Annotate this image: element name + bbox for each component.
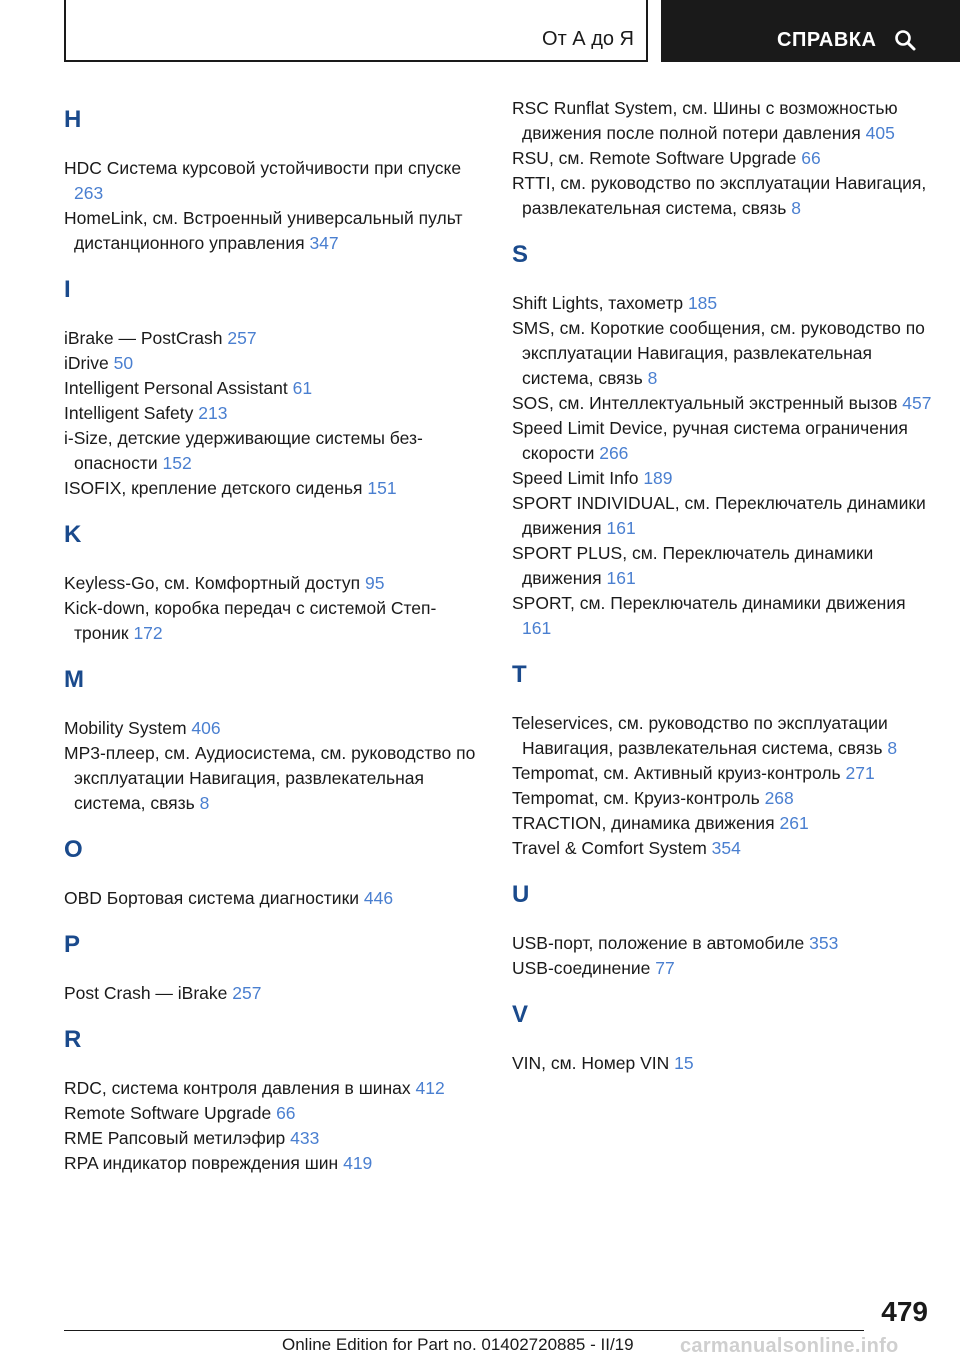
page-reference-link[interactable]: 152 [162, 453, 192, 473]
page-reference-link[interactable]: 161 [522, 618, 552, 638]
page-reference-link[interactable]: 266 [599, 443, 629, 463]
section-letter: U [512, 881, 530, 908]
index-entry [64, 1126, 484, 1151]
index-entry-text: i-Size, детские удерживающие системы безопасности [64, 428, 423, 473]
page-reference-link[interactable]: 8 [791, 198, 801, 218]
index-entry [512, 591, 932, 641]
index-entry-text: USB-соединение [512, 958, 656, 978]
index-entry [512, 956, 932, 981]
index-column-left [64, 96, 484, 1196]
index-entry-text: RSC Runflat System, см. Шины с возможностью движения после полной потери давления [512, 98, 898, 143]
page-reference-link[interactable]: 66 [276, 1103, 296, 1123]
index-entry-text: iBrake — PostCrash [64, 328, 228, 348]
page-reference-link[interactable]: 8 [647, 368, 658, 388]
index-entry-text: Intelligent Safety [64, 403, 199, 423]
index-section [64, 276, 484, 501]
index-entry-text: Remote Software Upgrade [64, 1103, 277, 1123]
index-section [512, 661, 932, 861]
page-reference-link[interactable]: 354 [711, 838, 741, 858]
index-entry-text: SPORT, см. Переключатель динамики движения [512, 593, 906, 613]
search-icon[interactable] [893, 28, 917, 52]
page-reference-link[interactable]: 95 [365, 573, 385, 593]
page-reference-link[interactable]: 257 [227, 328, 257, 348]
page-reference-link[interactable]: 406 [191, 718, 221, 738]
section-letter: P [64, 931, 81, 958]
index-entry [512, 316, 932, 391]
index-entry-text: USB-порт, положение в автомобиле [512, 933, 810, 953]
index-entry [512, 491, 932, 541]
section-letter: K [64, 521, 82, 548]
page-reference-link[interactable]: 268 [764, 788, 794, 808]
index-entry [64, 1101, 484, 1126]
index-entry [512, 391, 932, 416]
index-entry-text: RTTI, см. руководство по эксплуатации Навигация, развлекательная система, связь [512, 173, 927, 218]
section-letter: O [64, 836, 83, 863]
index-entry [512, 761, 932, 786]
footer-divider [64, 1330, 864, 1331]
page-reference-link[interactable]: 419 [343, 1153, 373, 1173]
index-entry-text: RDC, система контроля давления в шинах [64, 1078, 416, 1098]
index-entry-text: TRACTION, динамика движения [512, 813, 780, 833]
index-entry [512, 541, 932, 591]
index-entry-text: Post Crash — iBrake [64, 983, 233, 1003]
index-entry [512, 931, 932, 956]
page-reference-link[interactable]: 263 [74, 183, 104, 203]
page-reference-link[interactable]: 8 [887, 738, 898, 758]
page-reference-link[interactable]: 66 [801, 148, 821, 168]
page-reference-link[interactable]: 412 [415, 1078, 445, 1098]
index-entry-text: Shift Lights, тахометр [512, 293, 688, 313]
section-letter: H [64, 106, 82, 133]
page-reference-link[interactable]: 77 [655, 958, 675, 978]
index-entry [64, 1076, 484, 1101]
page-reference-link[interactable]: 347 [309, 233, 339, 253]
index-entry [64, 326, 484, 351]
page-reference-link[interactable]: 271 [845, 763, 875, 783]
index-section [512, 96, 932, 221]
section-letter: S [512, 241, 529, 268]
page-reference-link[interactable]: 261 [779, 813, 809, 833]
page-reference-link[interactable]: 15 [674, 1053, 694, 1073]
index-entry [64, 716, 484, 741]
index-entry [64, 1151, 484, 1176]
page-number: 479 [881, 1296, 928, 1327]
index-entry [512, 836, 932, 861]
index-entry [512, 786, 932, 811]
index-entry-text: SMS, см. Короткие сообщения, см. руководство по эксплуатации Навигация, развлекательная система, связь [512, 318, 925, 388]
index-entry [64, 401, 484, 426]
index-entry [64, 476, 484, 501]
tab-help-label: СПРАВКА [777, 29, 877, 51]
page-reference-link[interactable]: 161 [606, 518, 636, 538]
page-reference-link[interactable]: 457 [902, 393, 932, 413]
index-entry [512, 711, 932, 761]
page-reference-link[interactable]: 161 [606, 568, 636, 588]
index-entry-text: VIN, см. Номер VIN [512, 1053, 675, 1073]
page-reference-link[interactable]: 172 [133, 623, 163, 643]
index-entry-text: SPORT PLUS, см. Переключатель динамики движения [512, 543, 874, 588]
tab-a-to-z[interactable] [64, 0, 648, 62]
page-reference-link[interactable]: 189 [643, 468, 673, 488]
footer-edition-text: Online Edition for Part no. 01402720885 - II/19 [282, 1335, 634, 1354]
index-entry-text: ISOFIX, крепление детского сиденья [64, 478, 368, 498]
index-section [512, 241, 932, 641]
index-entry-text: RME Рапсовый метилэфир [64, 1128, 291, 1148]
index-entry-text: HomeLink, см. Встроенный универсальный пульт дистанционного управления [64, 208, 463, 253]
index-entry-text: Speed Limit Info [512, 468, 644, 488]
section-letter: T [512, 661, 527, 688]
index-section [512, 1001, 932, 1076]
index-entry [64, 886, 484, 911]
tab-a-to-z-label: От А до Я [542, 28, 634, 50]
index-entry [512, 1051, 932, 1076]
page-reference-link[interactable]: 433 [290, 1128, 320, 1148]
index-entry [512, 466, 932, 491]
index-entry-text: Mobility System [64, 718, 192, 738]
index-entry-text: RPA индикатор повреждения шин [64, 1153, 344, 1173]
index-entry-text: OBD Бортовая система диагностики [64, 888, 364, 908]
index-entry [512, 811, 932, 836]
page-reference-link[interactable]: 151 [367, 478, 397, 498]
index-entry [64, 376, 484, 401]
index-entry-text: Teleservices, см. руководство по эксплуатации Навигация, развлекательная система, связь [512, 713, 888, 758]
watermark-logo: carmanualsonline.info [680, 1335, 899, 1357]
index-entry [64, 741, 484, 816]
page-reference-link[interactable]: 405 [865, 123, 895, 143]
index-section [64, 1026, 484, 1176]
page-reference-link[interactable]: 185 [687, 293, 718, 313]
page-reference-link[interactable]: 353 [809, 933, 839, 953]
index-entry-text: Speed Limit Device, ручная система ограничения скорости [512, 418, 908, 463]
index-entry [512, 146, 932, 171]
index-entry-text: Intelligent Personal Assistant [64, 378, 293, 398]
index-entry [512, 291, 932, 316]
index-entry [64, 571, 484, 596]
tab-help[interactable] [661, 0, 960, 62]
index-entry-text: SOS, см. Интеллектуальный экстренный вызов [512, 393, 903, 413]
index-entry [64, 351, 484, 376]
section-letter: V [512, 1001, 529, 1028]
index-entry-text: iDrive [64, 353, 114, 373]
index-section [64, 666, 484, 816]
index-entry-text: MP3-плеер, см. Аудиосистема, см. руководство по эксплуатации Навигация, развлекательная система, связь [64, 743, 476, 813]
index-entry [64, 426, 484, 476]
page-reference-link[interactable]: 257 [232, 983, 262, 1003]
index-entry [64, 596, 484, 646]
page-header [64, 0, 960, 64]
index-section [64, 106, 484, 256]
section-letter: M [64, 666, 84, 693]
section-letter: R [64, 1026, 82, 1053]
index-entry-text: Kick-down, коробка передач с системой Стептроник [64, 598, 437, 643]
page-reference-link[interactable]: 446 [363, 888, 394, 908]
index-entry-text: HDC Система курсовой устойчивости при спуске [64, 158, 462, 178]
index-entry [512, 171, 932, 221]
page-reference-link[interactable]: 213 [198, 403, 228, 423]
index-entry [64, 156, 484, 206]
index-entry-text: RSU, см. Remote Software Upgrade [512, 148, 802, 168]
index-section [64, 931, 484, 1006]
index-entry [512, 96, 932, 146]
index-column-right [512, 96, 932, 1096]
index-section [64, 521, 484, 646]
index-entry-text: Travel & Comfort System [512, 838, 712, 858]
index-section [64, 836, 484, 911]
page-reference-link[interactable]: 61 [292, 378, 313, 398]
index-section [512, 881, 932, 981]
page-reference-link[interactable]: 50 [113, 353, 134, 373]
index-entry [64, 206, 484, 256]
index-entry-text: SPORT INDIVIDUAL, см. Переключатель динамики движения [512, 493, 926, 538]
index-entry [512, 416, 932, 466]
index-entry-text: Tempomat, см. Круиз-контроль [512, 788, 765, 808]
page-reference-link[interactable]: 8 [199, 793, 210, 813]
index-entry-text: Keyless-Go, см. Комфортный доступ [64, 573, 366, 593]
index-entry [64, 981, 484, 1006]
section-letter: I [64, 276, 71, 303]
index-entry-text: Tempomat, см. Активный круиз-контроль [512, 763, 846, 783]
